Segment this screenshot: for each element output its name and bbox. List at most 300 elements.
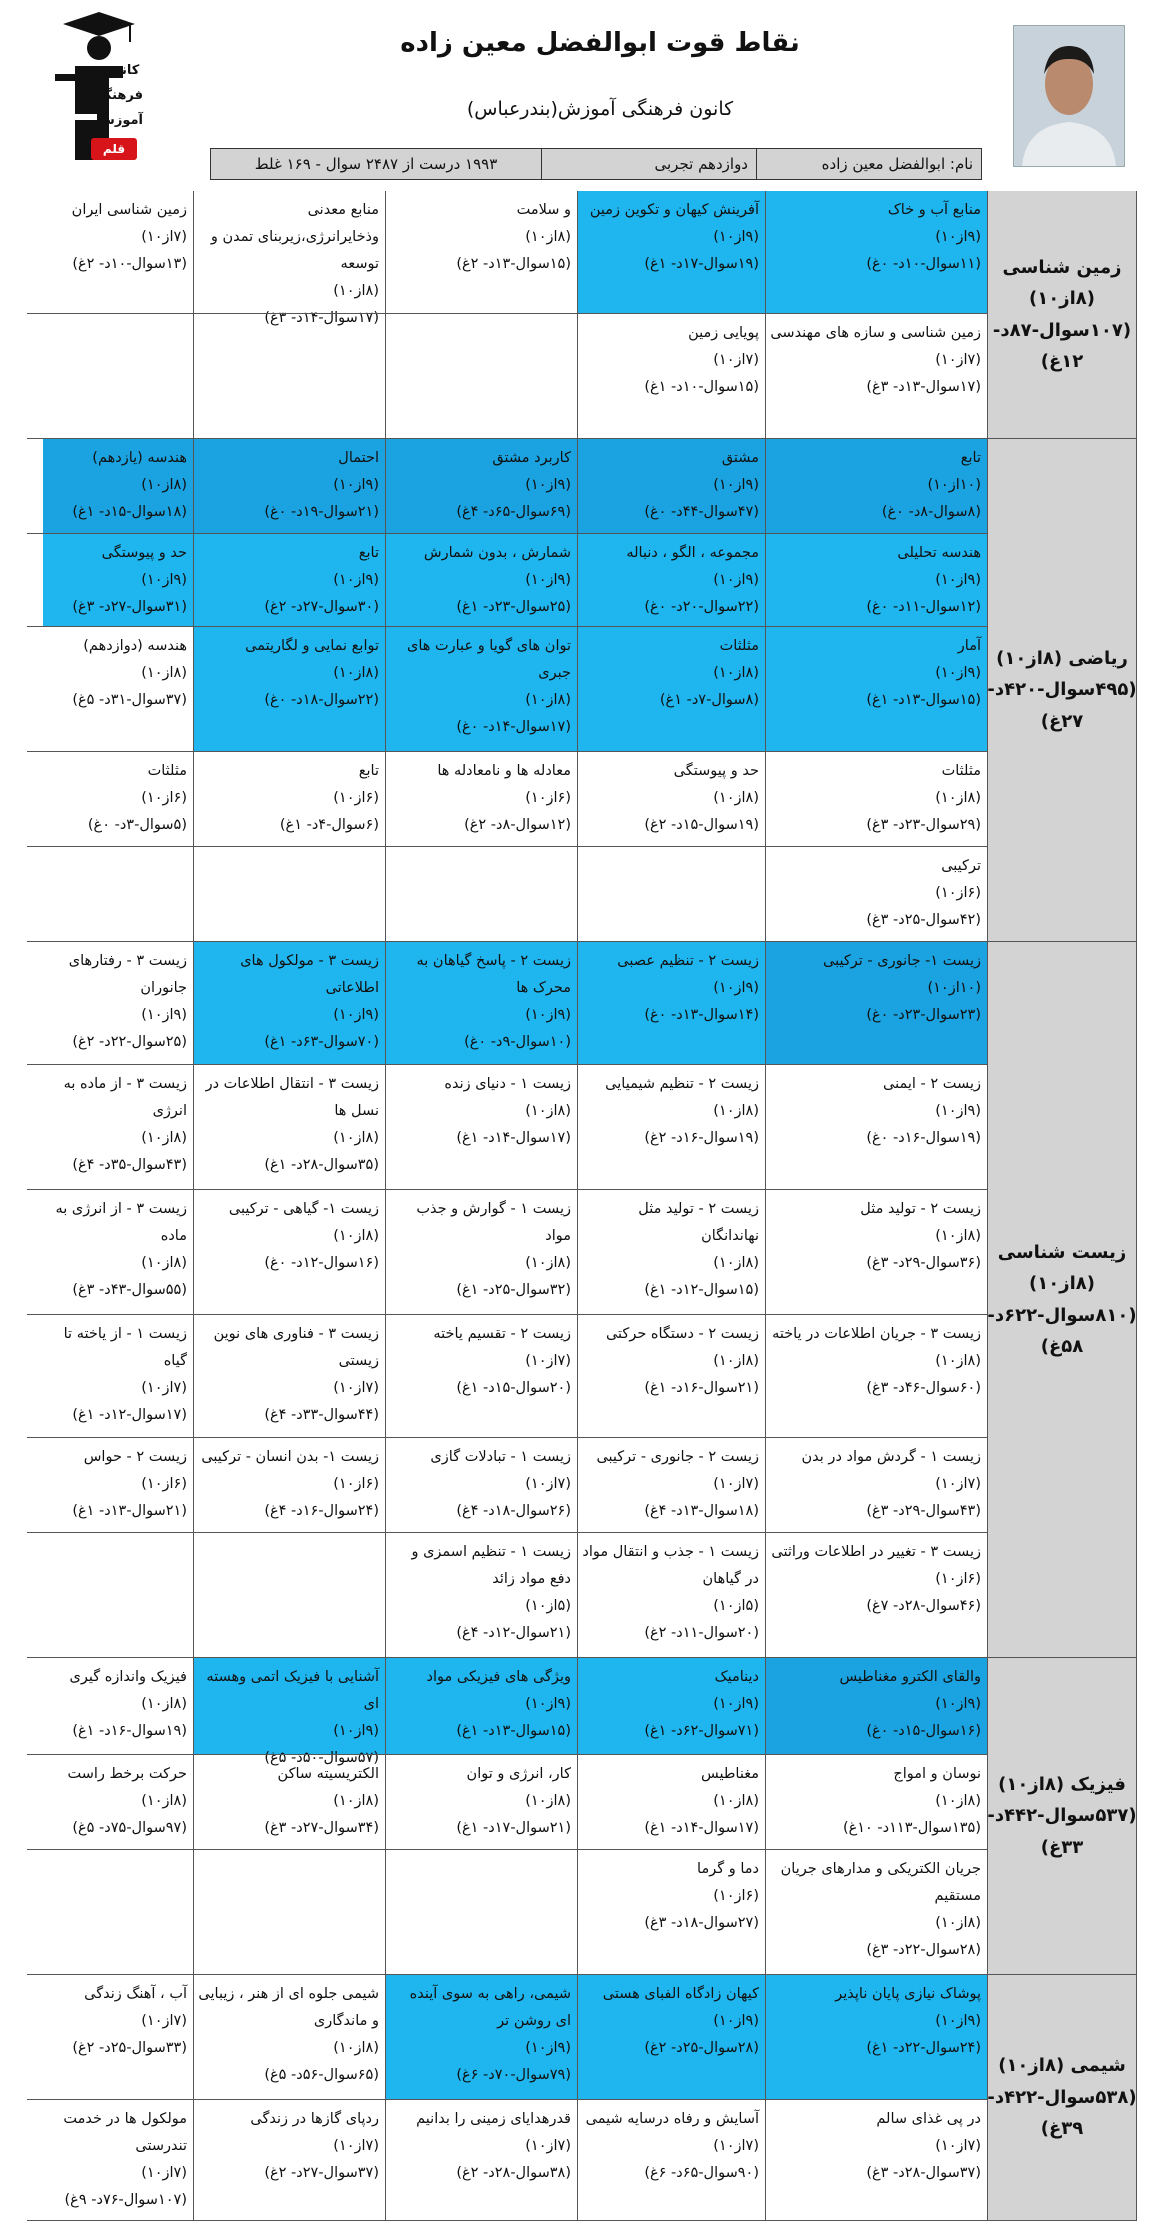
topic-cell (577, 627, 765, 751)
empty-cell (193, 847, 385, 941)
topic-cell (765, 191, 987, 313)
empty-cell (193, 1850, 385, 1974)
topic-cell (765, 1065, 987, 1189)
topic-cell (193, 627, 385, 751)
topic-score: (۸از۱۰) (525, 1255, 571, 1271)
topic-score: (۹از۱۰) (935, 1696, 981, 1712)
topic-row (27, 751, 987, 846)
topic-name: زیست ۳ - مولکول های اطلاعاتی (240, 953, 379, 996)
topic-score: (۸از۱۰) (713, 1103, 759, 1119)
topic-score: (۹از۱۰) (333, 1007, 379, 1023)
topic-score: (۷از۱۰) (525, 2138, 571, 2154)
topic-cell (765, 2100, 987, 2220)
topic-question-stats: (۲۲سوال-۱۸د- ۰غ) (264, 692, 379, 708)
topic-name: معادله ها و نامعادله ها (437, 763, 571, 779)
topic-question-stats: (۸سوال-۷د- ۱غ) (659, 692, 759, 708)
topic-question-stats: (۳۲سوال-۲۵د- ۱غ) (456, 1282, 571, 1298)
topic-cell (577, 1315, 765, 1437)
empty-cell (385, 1850, 577, 1974)
topic-cell (193, 191, 385, 326)
topic-cell (577, 1190, 765, 1314)
topic-row (27, 1975, 987, 2099)
topic-row (27, 1064, 987, 1189)
topic-name: مثلثات (147, 763, 187, 779)
topic-question-stats: (۴۷سوال-۴۴د- ۰غ) (644, 504, 759, 520)
topic-score: (۸از۱۰) (935, 1353, 981, 1369)
topic-score: (۹از۱۰) (333, 1723, 379, 1739)
topic-question-stats: (۲۸سوال-۲۵د- ۲غ) (644, 2040, 759, 2056)
topic-question-stats: (۴۲سوال-۲۵د- ۳غ) (866, 912, 981, 928)
topic-cell (765, 1850, 987, 1974)
topic-question-stats: (۱۷سوال-۱۴د- ۳غ) (264, 310, 379, 326)
topic-cell (577, 752, 765, 846)
topic-cell (193, 1975, 385, 2099)
topic-cell (765, 1755, 987, 1849)
topic-score: (۹از۱۰) (935, 572, 981, 588)
topic-name: زیست ۲ - تنظیم عصبی (617, 953, 759, 969)
topic-name: و سلامت (516, 202, 571, 218)
topic-name: زیست ۱ - گردش مواد در بدن (801, 1449, 981, 1465)
topic-name: آب ، آهنگ زندگی (84, 1986, 187, 2002)
topic-name: ویژگی های فیزیکی مواد (426, 1669, 571, 1685)
topic-row (27, 1437, 987, 1532)
topic-score: (۵از۱۰) (713, 1598, 759, 1614)
topic-score: (۶از۱۰) (333, 790, 379, 806)
logo-line-4: قلم چی (102, 142, 126, 174)
topic-cell (193, 534, 385, 626)
topic-score: (۷از۱۰) (525, 1353, 571, 1369)
topic-score: (۸از۱۰) (333, 1793, 379, 1809)
topic-cell (43, 1438, 193, 1532)
topic-score: (۷از۱۰) (525, 1476, 571, 1492)
logo-line-1: کانون (102, 63, 140, 78)
topic-score: (۷از۱۰) (141, 1380, 187, 1396)
empty-cell (43, 1533, 193, 1657)
topic-score: (۶از۱۰) (141, 790, 187, 806)
topic-score: (۶از۱۰) (525, 790, 571, 806)
topic-score: (۷از۱۰) (141, 2013, 187, 2029)
topic-question-stats: (۵سوال-۳د- ۰غ) (87, 817, 187, 833)
topic-question-stats: (۲۰سوال-۱۵د- ۱غ) (456, 1380, 571, 1396)
topic-question-stats: (۳۶سوال-۲۹د- ۳غ) (866, 1255, 981, 1271)
empty-cell (43, 1850, 193, 1974)
page-subtitle: کانون فرهنگی آموزش(بندرعباس) (466, 98, 734, 120)
topic-cell (43, 1658, 193, 1754)
topic-cell (193, 2100, 385, 2220)
topic-cell (43, 942, 193, 1064)
topic-question-stats: (۱۹سوال-۱۵د- ۲غ) (644, 817, 759, 833)
topic-question-stats: (۲۴سوال-۱۶د- ۴غ) (264, 1503, 379, 1519)
topic-name: شیمی جلوه ای از هنر ، زیبایی و ماندگاری (198, 1986, 379, 2029)
topic-question-stats: (۵۷سوال-۵۰د- ۵غ) (264, 1750, 379, 1766)
topic-cell (385, 627, 577, 751)
topic-score: (۹از۱۰) (713, 477, 759, 493)
topic-question-stats: (۲۸سوال-۲۲د- ۳غ) (866, 1942, 981, 1958)
logo-line-2: فرهنگی (91, 88, 143, 103)
topic-score: (۸از۱۰) (713, 1353, 759, 1369)
page-title: نقاط قوت ابوالفضل معین زاده (400, 28, 800, 58)
topic-question-stats: (۱۷سوال-۱۴د- ۰غ) (456, 719, 571, 735)
topic-cell (43, 1190, 193, 1314)
subject-label: ریاضی (۸از۱۰) (۴۹۵سوال-۴۲۰د- ۲۷غ) (987, 439, 1137, 941)
subject-section (27, 191, 1137, 439)
topic-cell (385, 1658, 577, 1754)
topic-question-stats: (۲۱سوال-۱۳د- ۱غ) (72, 1503, 187, 1519)
topic-score: (۸از۱۰) (713, 1793, 759, 1809)
topic-score: (۸از۱۰) (333, 2040, 379, 2056)
topic-score: (۹از۱۰) (525, 1696, 571, 1712)
topic-cell (43, 191, 193, 313)
topic-name: مثلثات (941, 763, 981, 779)
topic-name: زیست ۲ - تقسیم یاخته (433, 1326, 571, 1342)
subject-label: فیزیک (۸از۱۰) (۵۳۷سوال-۴۴۲د- ۳۳غ) (987, 1658, 1137, 1974)
topic-score: (۸از۱۰) (525, 692, 571, 708)
topic-name: زیست ۱ - گوارش و جذب مواد (416, 1201, 571, 1244)
topic-question-stats: (۳۸سوال-۲۸د- ۲غ) (456, 2165, 571, 2181)
topic-question-stats: (۶سوال-۴د- ۱غ) (279, 817, 379, 833)
student-grade: دوازدهم تجربی (541, 149, 756, 179)
topic-cell (765, 847, 987, 941)
topic-score: (۸از۱۰) (713, 665, 759, 681)
topic-cell (765, 439, 987, 533)
topic-cell (43, 1755, 193, 1849)
topic-question-stats: (۱۹سوال-۱۷د- ۱غ) (644, 256, 759, 272)
topic-name: الکتریسیته ساکن (277, 1766, 379, 1782)
topic-name: مجموعه ، الگو ، دنباله (626, 545, 759, 561)
topic-cell (43, 627, 193, 751)
topic-score: (۹از۱۰) (935, 2013, 981, 2029)
topic-question-stats: (۱۸سوال-۱۵د- ۱غ) (72, 504, 187, 520)
topic-name: آشنایی با فیزیک اتمی وهسته ای (206, 1669, 379, 1712)
topic-name: احتمال (338, 450, 379, 466)
topic-cell (385, 1190, 577, 1314)
empty-cell (193, 1533, 385, 1657)
topic-name: پوشاک نیازی پایان ناپذیر (835, 1986, 981, 2002)
subject-label: زمین شناسی (۸از۱۰) (۱۰۷سوال-۸۷د- ۱۲غ) (987, 191, 1137, 438)
topic-name: زیست ۳ - تغییر در اطلاعات وراثتی (771, 1544, 981, 1560)
topic-name: پویایی زمین (688, 325, 759, 341)
topic-question-stats: (۳۱سوال-۲۷د- ۳غ) (72, 599, 187, 615)
topic-score: (۷از۱۰) (333, 1380, 379, 1396)
topic-name: زیست ۱ - تنظیم اسمزی و دفع مواد زائد (411, 1544, 571, 1587)
topic-cell (193, 1315, 385, 1437)
topic-cell (765, 1658, 987, 1754)
topic-cell (193, 1438, 385, 1532)
topic-score: (۹از۱۰) (713, 229, 759, 245)
empty-cell (577, 847, 765, 941)
topic-name: زیست ۳ - از ماده به انرژی (63, 1076, 187, 1119)
topic-name: زیست ۲ - دستگاه حرکتی (605, 1326, 759, 1342)
topic-question-stats: (۱۸سوال-۱۳د- ۴غ) (644, 1503, 759, 1519)
topic-cell (193, 942, 385, 1064)
topic-question-stats: (۳۴سوال-۲۷د- ۳غ) (264, 1820, 379, 1836)
topic-cell (385, 1533, 577, 1657)
topic-name: زیست ۲ - پاسخ گیاهان به محرک ها (416, 953, 571, 996)
topic-score: (۸از۱۰) (141, 665, 187, 681)
topic-name: شیمی، راهی به سوی آینده ای روشن تر (409, 1986, 571, 2029)
topic-score: (۸از۱۰) (525, 229, 571, 245)
topic-score: (۸از۱۰) (935, 790, 981, 806)
topic-row (27, 191, 987, 326)
topic-name: حرکت برخط راست (67, 1766, 187, 1782)
topic-question-stats: (۱۷سوال-۱۴د- ۱غ) (644, 1820, 759, 1836)
topic-question-stats: (۱۰سوال-۹د- ۰غ) (464, 1034, 571, 1050)
topic-question-stats: (۳۷سوال-۲۸د- ۳غ) (866, 2165, 981, 2181)
topic-cell (765, 1533, 987, 1657)
topic-name: نوسان و امواج (893, 1766, 981, 1782)
topic-cell (765, 534, 987, 626)
topic-question-stats: (۱۷سوال-۱۴د- ۱غ) (456, 1130, 571, 1146)
topic-question-stats: (۱۵سوال-۱۲د- ۱غ) (644, 1282, 759, 1298)
topic-name: آفرینش کیهان و تکوین زمین (589, 202, 759, 218)
topic-question-stats: (۲۱سوال-۱۹د- ۰غ) (264, 504, 379, 520)
empty-cell (385, 847, 577, 941)
topic-name: زیست ۱- بدن انسان - ترکیبی (201, 1449, 379, 1465)
topic-score: (۷از۱۰) (935, 352, 981, 368)
topic-score: (۸از۱۰) (141, 1255, 187, 1271)
topic-score: (۶از۱۰) (333, 1476, 379, 1492)
topic-cell (43, 439, 193, 533)
topic-score: (۶از۱۰) (935, 1571, 981, 1587)
topic-score: (۱۰از۱۰) (927, 477, 981, 493)
topic-row (27, 1189, 987, 1314)
topic-question-stats: (۱۷سوال-۱۲د- ۱غ) (72, 1407, 187, 1423)
subject-label: شیمی (۸از۱۰) (۵۳۸سوال-۴۲۲د- ۳۹غ) (987, 1975, 1137, 2220)
topic-question-stats: (۶۵سوال-۵۶د- ۵غ) (264, 2067, 379, 2083)
topic-score: (۹از۱۰) (525, 477, 571, 493)
topic-score: (۸از۱۰) (713, 1255, 759, 1271)
topic-score: (۵از۱۰) (525, 1598, 571, 1614)
topic-question-stats: (۱۹سوال-۱۶د- ۰غ) (866, 1130, 981, 1146)
topic-row (27, 533, 987, 626)
empty-cell (43, 847, 193, 941)
topic-score: (۹از۱۰) (935, 1103, 981, 1119)
topic-score: (۶از۱۰) (935, 885, 981, 901)
topic-cell (193, 1658, 385, 1766)
topic-question-stats: (۱۵سوال-۱۳د- ۱غ) (866, 692, 981, 708)
topic-score: (۹از۱۰) (935, 229, 981, 245)
topic-question-stats: (۱۹سوال-۱۶د- ۱غ) (72, 1723, 187, 1739)
topic-score: (۹از۱۰) (141, 1007, 187, 1023)
topic-question-stats: (۳۵سوال-۲۸د- ۱غ) (264, 1157, 379, 1173)
topic-name: تابع (358, 763, 379, 779)
topic-question-stats: (۹۷سوال-۷۵د- ۵غ) (72, 1820, 187, 1836)
topic-cell (193, 1065, 385, 1189)
topic-question-stats: (۱۵سوال-۱۰د- ۱غ) (644, 379, 759, 395)
topic-score: (۸از۱۰) (141, 1793, 187, 1809)
topic-question-stats: (۷۹سوال-۷۰د- ۶غ) (456, 2067, 571, 2083)
topic-cell (43, 1975, 193, 2099)
topic-cell (43, 752, 193, 846)
topic-name: حد و پیوستگی (673, 763, 759, 779)
topic-name: زیست ۲ - تنظیم شیمیایی (605, 1076, 759, 1092)
topic-score: (۷از۱۰) (713, 2138, 759, 2154)
topic-score: (۷از۱۰) (141, 2165, 187, 2181)
topic-question-stats: (۲۵سوال-۲۳د- ۱غ) (456, 599, 571, 615)
topic-cell (193, 439, 385, 533)
topic-name: زیست ۲ - تولید مثل نهاندانگان (638, 1201, 759, 1244)
topic-question-stats: (۲۱سوال-۱۶د- ۱غ) (644, 1380, 759, 1396)
topic-score: (۶از۱۰) (713, 1888, 759, 1904)
topic-cell (577, 191, 765, 313)
topic-name: زیست ۳ - رفتارهای جانوران (68, 953, 187, 996)
topic-question-stats: (۳۷سوال-۲۷د- ۲غ) (264, 2165, 379, 2181)
topic-name: مولکول ها در خدمت تندرستی (63, 2111, 187, 2154)
topic-name: هندسه (یازدهم) (92, 450, 187, 466)
student-name: نام: ابوالفضل معین زاده (756, 149, 981, 179)
topic-score: (۸از۱۰) (141, 477, 187, 493)
topic-name: زیست ۳ - جریان اطلاعات در یاخته (772, 1326, 981, 1342)
topic-question-stats: (۱۵سوال-۱۳د- ۱غ) (456, 1723, 571, 1739)
topic-name: قدرهدایای زمینی را بدانیم (416, 2111, 571, 2127)
topic-question-stats: (۱۳سوال-۱۰د- ۲غ) (72, 256, 187, 272)
topic-cell (193, 752, 385, 846)
topic-score: (۷از۱۰) (141, 229, 187, 245)
topic-score: (۸از۱۰) (935, 1793, 981, 1809)
topic-name: زیست ۳ - از انرژی به ماده (55, 1201, 187, 1244)
topic-question-stats: (۴۴سوال-۳۳د- ۴غ) (264, 1407, 379, 1423)
topic-score: (۹از۱۰) (333, 477, 379, 493)
topic-question-stats: (۵۵سوال-۴۳د- ۳غ) (72, 1282, 187, 1298)
topic-question-stats: (۲۵سوال-۲۲د- ۲غ) (72, 1034, 187, 1050)
topic-score: (۹از۱۰) (713, 572, 759, 588)
subject-section (27, 1975, 1137, 2221)
topic-score: (۸از۱۰) (525, 1103, 571, 1119)
topic-question-stats: (۳۰سوال-۲۷د- ۲غ) (264, 599, 379, 615)
topic-cell (577, 534, 765, 626)
topic-row (27, 1314, 987, 1437)
topic-score: (۹از۱۰) (525, 572, 571, 588)
topic-question-stats: (۲۰سوال-۱۱د- ۲غ) (644, 1625, 759, 1641)
topic-score: (۶از۱۰) (141, 1476, 187, 1492)
topic-name: زیست ۱- جانوری - ترکیبی (823, 953, 981, 969)
topic-name: کار، انرژی و توان (466, 1766, 571, 1782)
topic-question-stats: (۲۱سوال-۱۲د- ۴غ) (456, 1625, 571, 1641)
topic-question-stats: (۱۵سوال-۱۳د- ۲غ) (456, 256, 571, 272)
topic-cell (577, 1755, 765, 1849)
topic-name: توابع نمایی و لگاریتمی (245, 638, 379, 654)
topic-question-stats: (۶۹سوال-۶۵د- ۴غ) (456, 504, 571, 520)
topic-cell (385, 1065, 577, 1189)
topic-question-stats: (۷۰سوال-۶۳د- ۱غ) (264, 1034, 379, 1050)
topic-score: (۹از۱۰) (713, 2013, 759, 2029)
topic-name: زیست ۱ - دنیای زنده (444, 1076, 571, 1092)
topic-score: (۹از۱۰) (141, 572, 187, 588)
topic-cell (577, 2100, 765, 2220)
topic-question-stats: (۱۶سوال-۱۲د- ۰غ) (264, 1255, 379, 1271)
topic-score: (۸از۱۰) (333, 283, 379, 299)
topic-cell (385, 1975, 577, 2099)
topic-cell (385, 752, 577, 846)
topic-score: (۷از۱۰) (935, 1476, 981, 1492)
topic-cell (385, 534, 577, 626)
topic-question-stats: (۲۳سوال-۲۳د- ۰غ) (866, 1007, 981, 1023)
topic-cell (193, 1755, 385, 1849)
topic-name: زمین شناسی ایران (71, 202, 187, 218)
empty-cell (193, 314, 385, 438)
student-photo (1013, 25, 1125, 167)
topic-cell (577, 1975, 765, 2099)
topic-question-stats: (۱۲سوال-۸د- ۲غ) (464, 817, 571, 833)
empty-cell (43, 314, 193, 438)
topic-name: هندسه (دوازدهم) (83, 638, 187, 654)
topic-name: کیهان زادگاه الفبای هستی (602, 1986, 759, 2002)
topic-cell (765, 1975, 987, 2099)
topic-cell (43, 1315, 193, 1437)
topic-row (27, 1658, 987, 1766)
topic-score: (۸از۱۰) (525, 1793, 571, 1809)
topic-row (27, 313, 987, 438)
topic-cell (385, 191, 577, 313)
topic-cell (193, 1190, 385, 1314)
topic-name: دینامیک (714, 1669, 759, 1685)
topic-question-stats: (۲۹سوال-۲۳د- ۳غ) (866, 817, 981, 833)
topic-score: (۸از۱۰) (333, 665, 379, 681)
student-info-bar (210, 148, 982, 180)
subject-section (27, 942, 1137, 1658)
topic-score: (۷از۱۰) (713, 352, 759, 368)
topic-score: (۸از۱۰) (935, 1228, 981, 1244)
topic-cell (577, 1658, 765, 1754)
topic-name: زیست ۳ - انتقال اطلاعات در نسل ها (205, 1076, 379, 1119)
topic-question-stats: (۱۶سوال-۱۵د- ۰غ) (866, 1723, 981, 1739)
topic-score: (۹از۱۰) (713, 980, 759, 996)
subject-section (27, 1658, 1137, 1975)
topic-cell (385, 1315, 577, 1437)
topic-cell (577, 314, 765, 438)
topic-cell (577, 1533, 765, 1657)
topic-name: ترکیبی (941, 858, 981, 874)
topic-row (27, 626, 987, 751)
topic-cell (765, 752, 987, 846)
topic-score: (۹از۱۰) (333, 572, 379, 588)
topic-score: (۹از۱۰) (935, 665, 981, 681)
topic-question-stats: (۱۹سوال-۱۶د- ۲غ) (644, 1130, 759, 1146)
topic-name: توان های گویا و عبارت های جبری (406, 638, 571, 681)
topic-score: (۸از۱۰) (333, 1228, 379, 1244)
topic-row (27, 439, 987, 533)
topic-cell (577, 1438, 765, 1532)
topic-name: تابع (960, 450, 981, 466)
topic-question-stats: (۲۴سوال-۲۲د- ۱غ) (866, 2040, 981, 2056)
topic-score: (۸از۱۰) (141, 1696, 187, 1712)
topic-name: کاربرد مشتق (492, 450, 571, 466)
topic-name: آسایش و رفاه درسایه شیمی (585, 2111, 759, 2127)
kanoon-logo (55, 10, 143, 174)
topic-name: حد و پیوستگی (101, 545, 187, 561)
empty-cell (385, 314, 577, 438)
topic-cell (43, 1065, 193, 1189)
topic-question-stats: (۴۳سوال-۳۵د- ۴غ) (72, 1157, 187, 1173)
topic-row (27, 846, 987, 941)
topic-question-stats: (۲۱سوال-۱۷د- ۱غ) (456, 1820, 571, 1836)
topic-name: زیست ۱- گیاهی - ترکیبی (228, 1201, 379, 1217)
topic-cell (765, 1315, 987, 1437)
topic-name: مغناطیس (701, 1766, 759, 1782)
topic-cell (577, 1850, 765, 1974)
topic-question-stats: (۱۰۷سوال-۷۶د- ۹غ) (64, 2192, 187, 2208)
topic-question-stats: (۸سوال-۸د- ۰غ) (881, 504, 981, 520)
topic-score: (۹از۱۰) (525, 1007, 571, 1023)
topic-question-stats: (۱۴سوال-۱۳د- ۰غ) (644, 1007, 759, 1023)
topic-name: تابع (358, 545, 379, 561)
topic-score: (۸از۱۰) (333, 1130, 379, 1146)
topic-cell (765, 314, 987, 438)
topic-name: والقای الکترو مغناطیس (839, 1669, 981, 1685)
topic-name: شمارش ، بدون شمارش (423, 545, 571, 561)
topic-cell (577, 439, 765, 533)
topic-name: زیست ۱ - از یاخته تا گیاه (63, 1326, 187, 1369)
